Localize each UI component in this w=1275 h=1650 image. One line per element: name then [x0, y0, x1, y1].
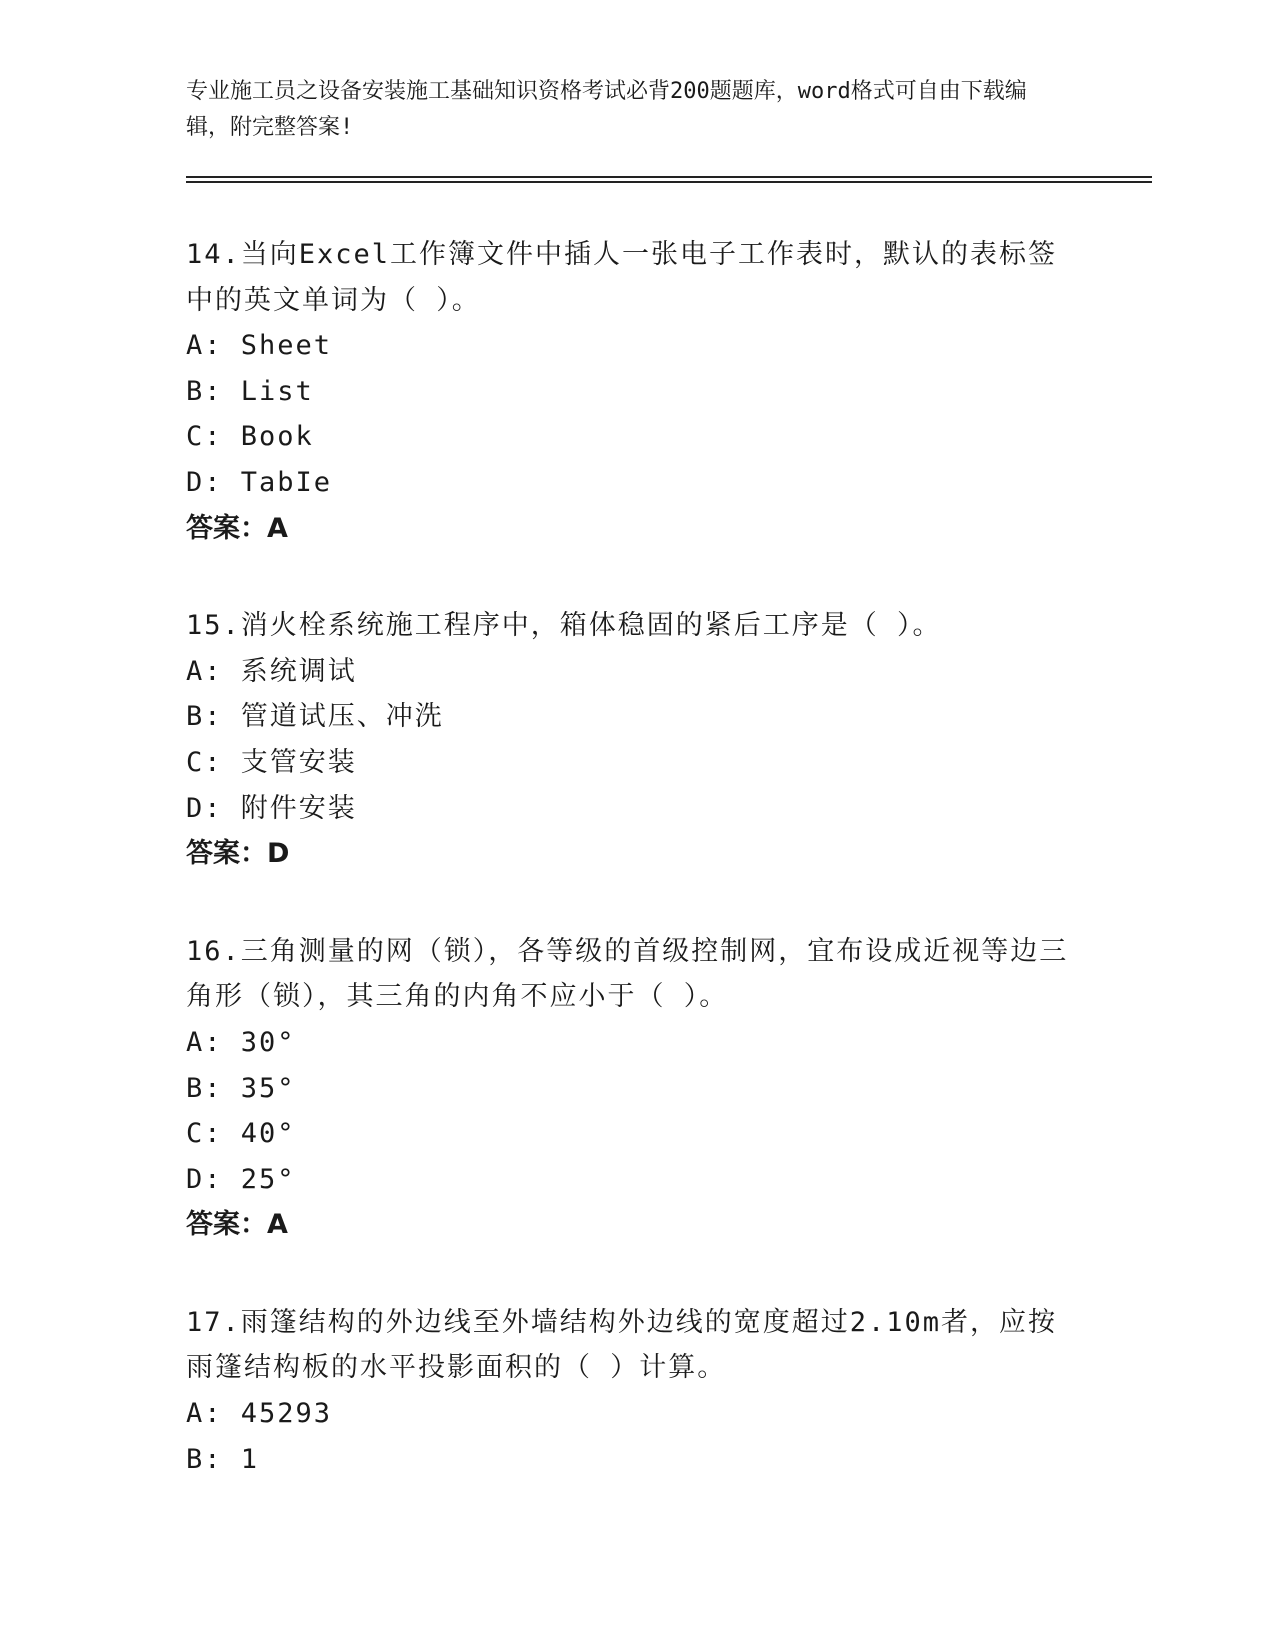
question-list [186, 232, 1086, 1534]
document-header: 专业施工员之设备安装施工基础知识资格考试必背200题题库，word格式可自由下载编辑，附完整答案! [186, 79, 1027, 140]
answer: 答案：D [186, 838, 290, 870]
question-stem: 15.消火栓系统施工程序中，箱体稳固的紧后工序是（ ）。 [186, 610, 942, 642]
question-stem: 16.三角测量的网（锁），各等级的首级控制网，宜布设成近视等边三角形（锁），其三角的内角不应小于（ ）。 [186, 935, 1069, 1013]
answer: 答案：A [186, 512, 288, 544]
option-a: A: 30° [186, 1026, 296, 1058]
option-a: A: 45293 [186, 1398, 333, 1430]
option-a: A: Sheet [186, 330, 333, 362]
option-c: C: 40° [186, 1118, 296, 1150]
option-b: B: List [186, 375, 314, 407]
option-d: D: TabIe [186, 466, 333, 498]
question-17 [186, 1300, 1086, 1482]
question-16 [186, 929, 1086, 1248]
option-b: B: 管道试压、冲洗 [186, 701, 444, 733]
question-14 [186, 232, 1086, 551]
option-b: B: 1 [186, 1443, 260, 1475]
option-b: B: 35° [186, 1072, 296, 1104]
answer: 答案：A [186, 1209, 288, 1241]
header-divider-top [186, 176, 1152, 178]
option-a: A: 系统调试 [186, 655, 357, 687]
question-15 [186, 603, 1086, 877]
option-c: C: Book [186, 421, 314, 453]
question-stem: 14.当向Excel工作簿文件中插人一张电子工作表时，默认的表标签中的英文单词为（ ）。 [186, 239, 1058, 316]
question-stem: 17.雨篷结构的外边线至外墙结构外边线的宽度超过2.10m者，应按雨篷结构板的水平投影面积的（ ）计算。 [186, 1306, 1058, 1384]
header-divider-bottom [186, 181, 1152, 183]
option-d: D: 25° [186, 1163, 296, 1195]
option-c: C: 支管安装 [186, 746, 357, 778]
option-d: D: 附件安装 [186, 792, 357, 824]
